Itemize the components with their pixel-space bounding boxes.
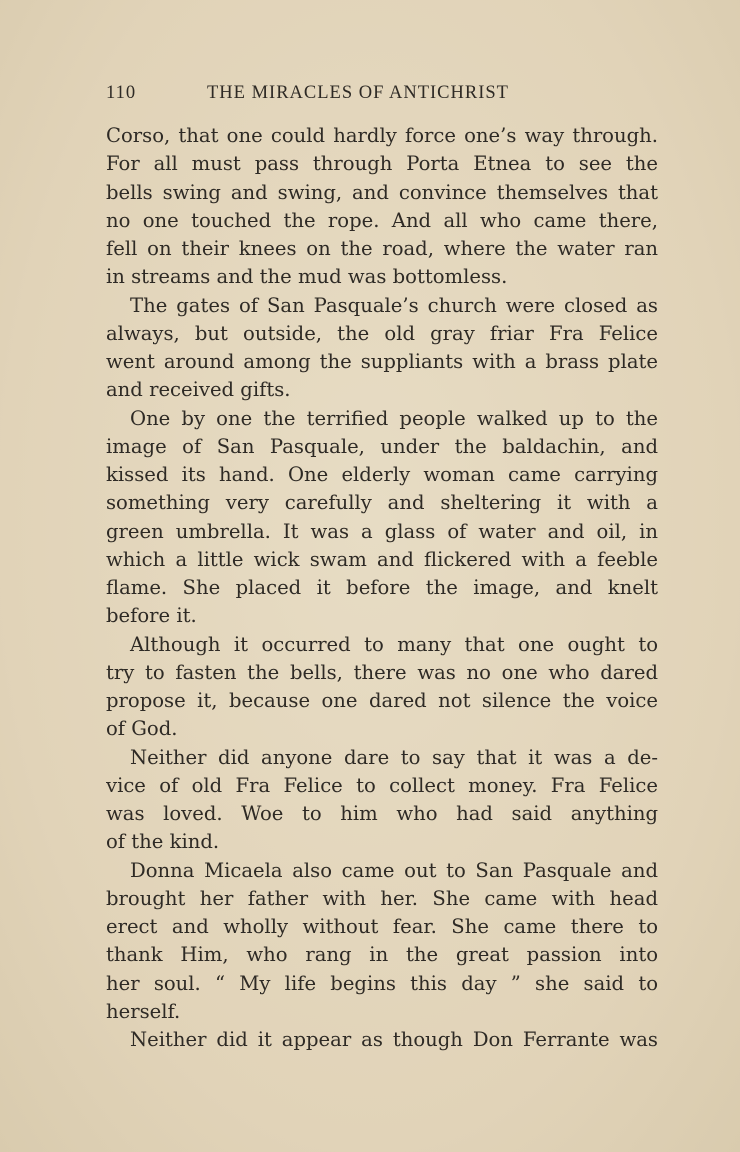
text-line: erect and wholly without fear. She came there to <box>106 915 658 938</box>
text-line: went around among the suppliants with a brass plate <box>106 350 658 373</box>
text-line: One by one the terrified people walked up to the <box>130 406 658 430</box>
text-line: brought her father with her. She came with head <box>106 886 658 910</box>
text-line: fell on their knees on the road, where the water ran <box>106 237 658 260</box>
text-line: try to fasten the bells, there was no one who dared <box>106 660 658 684</box>
text-line: of God. <box>106 717 178 741</box>
text-line: something very carefully and sheltering it with a <box>106 491 658 515</box>
text-line: Although it occurred to many that one ought to <box>130 632 658 656</box>
running-title: THE MIRACLES OF ANTICHRIST <box>207 83 509 103</box>
text-line: Corso, that one could hardly force one’s way through. <box>106 124 658 147</box>
text-line: The gates of San Pasquale’s church were closed as <box>130 293 658 317</box>
text-line: her soul. “ My life begins this day ” she said to <box>106 971 658 995</box>
body-text <box>106 122 658 1054</box>
text-line: kissed its hand. One elderly woman came carrying <box>106 463 658 486</box>
text-line: of the kind. <box>106 830 220 854</box>
text-line: before it. <box>106 604 197 628</box>
text-line: in streams and the mud was bottomless. <box>106 265 508 289</box>
text-line: thank Him, who rang in the great passion into <box>106 943 658 967</box>
text-line: vice of old Fra Felice to collect money. Fra Felice <box>106 773 658 797</box>
text-line: which a little wick swam and flickered with a feeble <box>106 547 658 571</box>
running-head <box>106 80 558 106</box>
text-line: flame. She placed it before the image, and knelt <box>106 576 658 599</box>
text-line: bells swing and swing, and convince themselves that <box>106 180 658 204</box>
text-line: Neither did anyone dare to say that it was a de- <box>130 745 658 769</box>
text-line: was loved. Woe to him who had said anything <box>106 802 658 825</box>
text-line: Neither did it appear as though Don Ferrante was <box>130 1028 658 1051</box>
text-line: Donna Micaela also came out to San Pasquale and <box>130 858 658 882</box>
text-line: propose it, because one dared not silence the voice <box>106 689 658 712</box>
text-line: no one touched the rope. And all who came there, <box>106 208 658 232</box>
text-line: and received gifts. <box>106 378 291 402</box>
text-line: green umbrella. It was a glass of water and oil, in <box>106 519 658 543</box>
text-line: For all must pass through Porta Etnea to see the <box>106 152 658 176</box>
text-line: herself. <box>106 999 181 1023</box>
page-number: 110 <box>106 83 137 103</box>
text-line: always, but outside, the old gray friar Fra Felice <box>106 321 658 345</box>
text-line: image of San Pasquale, under the baldachin, and <box>106 434 658 458</box>
